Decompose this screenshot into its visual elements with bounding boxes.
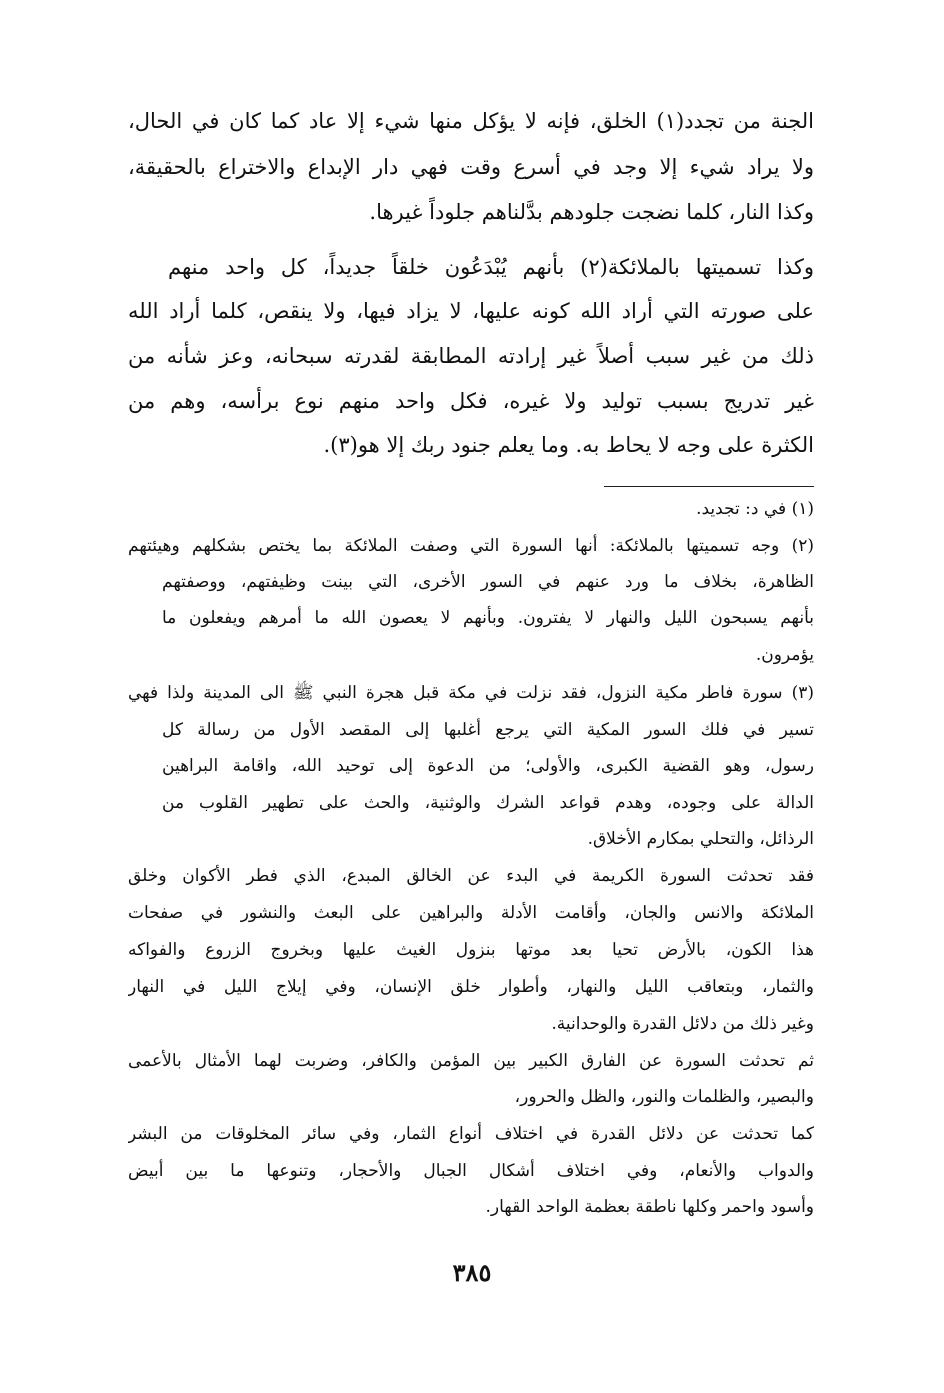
- footnote-line: الرذائل، والتحلي بمكارم الأخلاق.: [587, 829, 814, 849]
- footnote-line: تسير في فلك السور المكية التي يرجع أغلبها إلى المقصد الأول من رسالة كل: [162, 720, 814, 740]
- footnote-line: الدالة على وجوده، وهدم قواعد الشرك والوثنية، والحث على تطهير القلوب من: [162, 793, 814, 813]
- body-line: ولا يراد شيء إلا وجد في أسرع وقت فهي دار الإبداع والاختراع بالحقيقة،: [128, 155, 814, 179]
- body-line: الجنة من تجدد(١) الخلق، فإنه لا يؤكل منها شيء إلا عاد كما كان في الحال،: [128, 109, 814, 133]
- footnote-line: (١) في د: تجديد.: [696, 499, 814, 519]
- footnote-line: (٢) وجه تسميتها بالملائكة: أنها السورة التي وصفت الملائكة بما يختص بشكلهم وهيئتهم: [128, 536, 814, 556]
- footnote-line: بأنهم يسبحون الليل والنهار لا يفترون. وبأنهم لا يعصون الله ما أمرهم ويفعلون ما: [162, 608, 814, 628]
- body-line: على صورته التي أراد الله كونه عليها، لا يزاد فيها، ولا ينقص، كلما أراد الله: [128, 299, 814, 323]
- footnote-line: الظاهرة، بخلاف ما ورد عنهم في السور الأخرى، التي بينت وظيفتهم، ووصفتهم: [162, 572, 814, 592]
- body-line: وكذا تسميتها بالملائكة(٢) بأنهم يُبْدَعُون خلقاً جديداً، كل واحد منهم: [168, 255, 814, 279]
- footnote-line: وغير ذلك من دلائل القدرة والوحدانية.: [551, 1014, 814, 1034]
- footnote-line: (٣) سورة فاطر مكية النزول، فقد نزلت في مكة قبل هجرة النبي ﷺ الى المدينة ولذا فهي: [128, 683, 814, 703]
- footnote-line: يؤمرون.: [755, 645, 814, 665]
- body-line: غير تدريج بسبب توليد ولا غيره، فكل واحد منهم نوع برأسه، وهم من: [128, 389, 814, 413]
- footnote-line: فقد تحدثت السورة الكريمة في البدء عن الخالق المبدع، الذي فطر الأكوان وخلق: [128, 866, 814, 886]
- footnote-line: هذا الكون، بالأرض تحيا بعد موتها بنزول الغيث عليها وبخروج الزروع والفواكه: [128, 940, 814, 960]
- footnote-line: والثمار، وبتعاقب الليل والنهار، وأطوار خلق الإنسان، وفي إيلاج الليل في النهار: [128, 977, 814, 997]
- footnote-line: الملائكة والانس والجان، وأقامت الأدلة والبراهين على البعث والنشور في صفحات: [128, 903, 814, 923]
- body-line: ذلك من غير سبب أصلاً غير إرادته المطابقة لقدرته سبحانه، وعز شأنه من: [128, 344, 814, 368]
- footnote-separator: [604, 486, 814, 487]
- footnote-line: والبصير، والظلمات والنور، والظل والحرور،: [514, 1087, 814, 1107]
- footnote-line: ثم تحدثت السورة عن الفارق الكبير بين المؤمن والكافر، وضربت لهما الأمثال بالأعمى: [128, 1051, 814, 1071]
- body-line: الكثرة على وجه لا يحاط به. وما يعلم جنود ربك إلا هو(٣).: [323, 433, 814, 457]
- page-number: ٣٨٥: [452, 1258, 492, 1287]
- footnote-line: كما تحدثت عن دلائل القدرة في اختلاف أنواع الثمار، وفي سائر المخلوقات من البشر: [128, 1124, 814, 1144]
- footnote-line: رسول، وهو القضية الكبرى، والأولى؛ من الدعوة إلى توحيد الله، واقامة البراهين: [162, 756, 814, 776]
- footnote-line: وأسود واحمر وكلها ناطقة بعظمة الواحد القهار.: [485, 1197, 814, 1217]
- footnote-line: والدواب والأنعام، وفي اختلاف أشكال الجبال والأحجار، وتنوعها ما بين أبيض: [128, 1161, 814, 1181]
- body-line: وكذا النار، كلما نضجت جلودهم بدَّلناهم جلوداً غيرها.: [369, 200, 814, 224]
